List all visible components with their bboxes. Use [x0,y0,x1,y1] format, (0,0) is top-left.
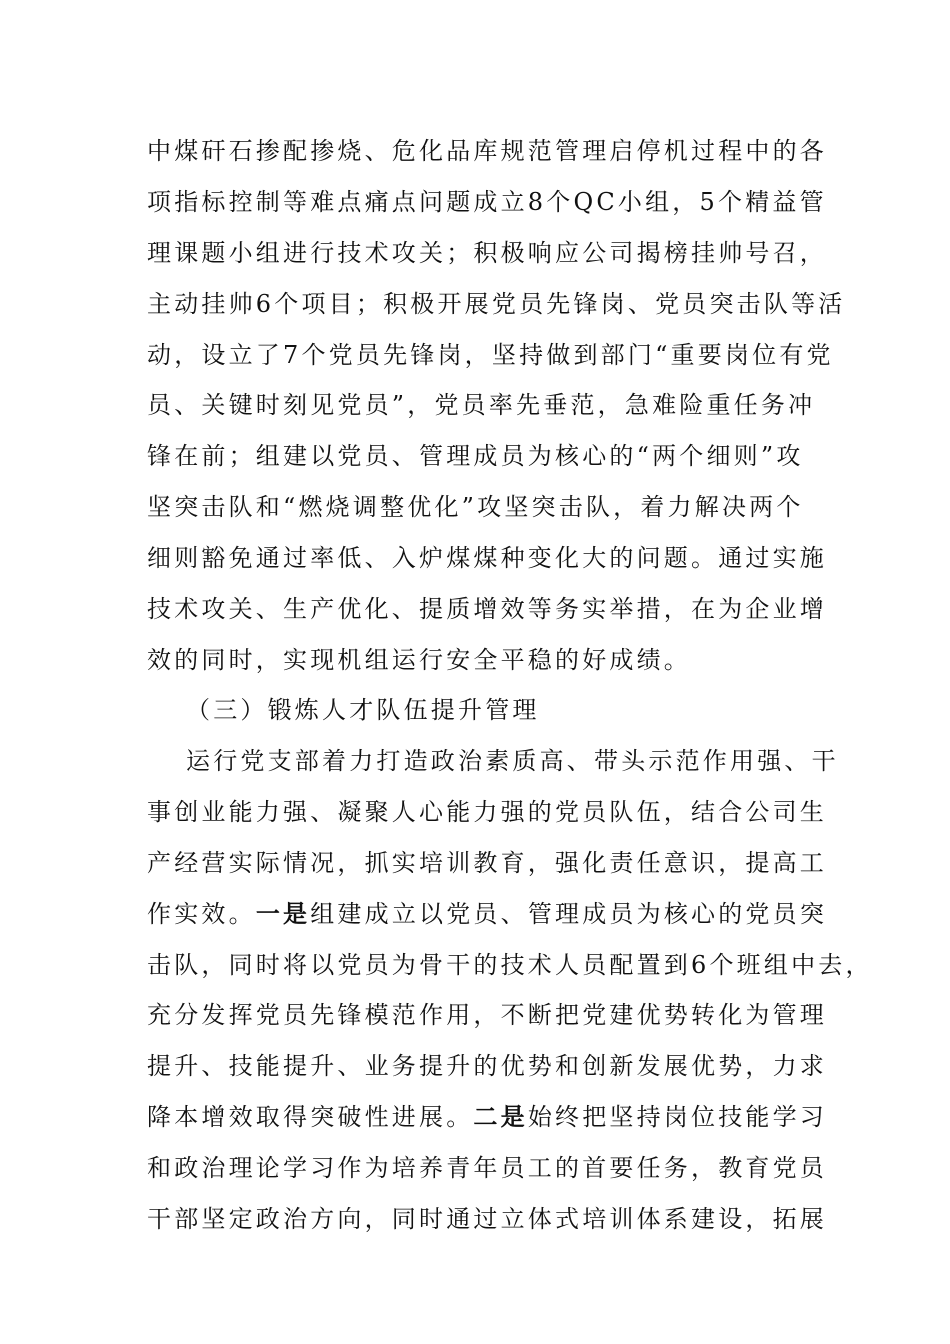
text-line-15-prefix: 作实效。 [147,900,256,928]
text-line-9: 细则豁免通过率低、入炉煤煤种变化大的问题。通过实施 [147,544,827,572]
text-line-19-suffix: 始终把坚持岗位技能学习 [527,1103,828,1131]
text-line-5: 动，设立了7个党员先锋岗，坚持做到部门“重要岗位有党 [147,341,834,369]
text-line-14: 产经营实际情况，抓实培训教育，强化责任意识，提高工 [147,849,827,877]
text-line-8: 坚突击队和“燃烧调整优化”攻坚突击队，着力解决两个 [147,493,804,521]
text-line-17: 充分发挥党员先锋模范作用，不断把党建优势转化为管理 [147,1001,827,1029]
text-line-11: 效的同时，实现机组运行安全平稳的好成绩。 [147,646,691,674]
text-line-19 [147,1097,827,1137]
text-line-13: 事创业能力强、凝聚人心能力强的党员队伍，结合公司生 [147,798,827,826]
section-heading: （三）锻炼人才队伍提升管理 [186,696,540,724]
text-line-20: 和政治理论学习作为培养青年员工的首要任务，教育党员 [147,1154,827,1182]
text-line-21: 干部坚定政治方向，同时通过立体式培训体系建设，拓展 [147,1205,827,1233]
text-line-6: 员、关键时刻见党员”，党员率先垂范，急难险重任务冲 [147,391,816,419]
first-point-marker: 一是 [255,899,311,928]
text-line-19-prefix: 降本增效取得突破性进展。 [147,1103,474,1131]
text-line-1: 中煤矸石掺配掺烧、危化品库规范管理启停机过程中的各 [147,137,827,165]
text-line-2: 项指标控制等难点痛点问题成立8个QC小组，5个精益管 [147,188,827,216]
text-line-3: 理课题小组进行技术攻关；积极响应公司揭榜挂帅号召， [147,239,827,267]
text-line-7: 锋在前；组建以党员、管理成员为核心的“两个细则”攻 [147,442,804,470]
text-line-16: 击队，同时将以党员为骨干的技术人员配置到6个班组中去， [147,951,873,979]
text-line-15-suffix: 组建成立以党员、管理成员为核心的党员突 [310,900,828,928]
text-line-12: 运行党支部着力打造政治素质高、带头示范作用强、干 [186,747,839,775]
text-line-10: 技术攻关、生产优化、提质增效等务实举措，在为企业增 [147,595,827,623]
text-line-15 [147,894,827,934]
text-line-18: 提升、技能提升、业务提升的优势和创新发展优势，力求 [147,1052,827,1080]
text-line-4: 主动挂帅6个项目；积极开展党员先锋岗、党员突击队等活 [147,290,846,318]
second-point-marker: 二是 [473,1102,528,1131]
